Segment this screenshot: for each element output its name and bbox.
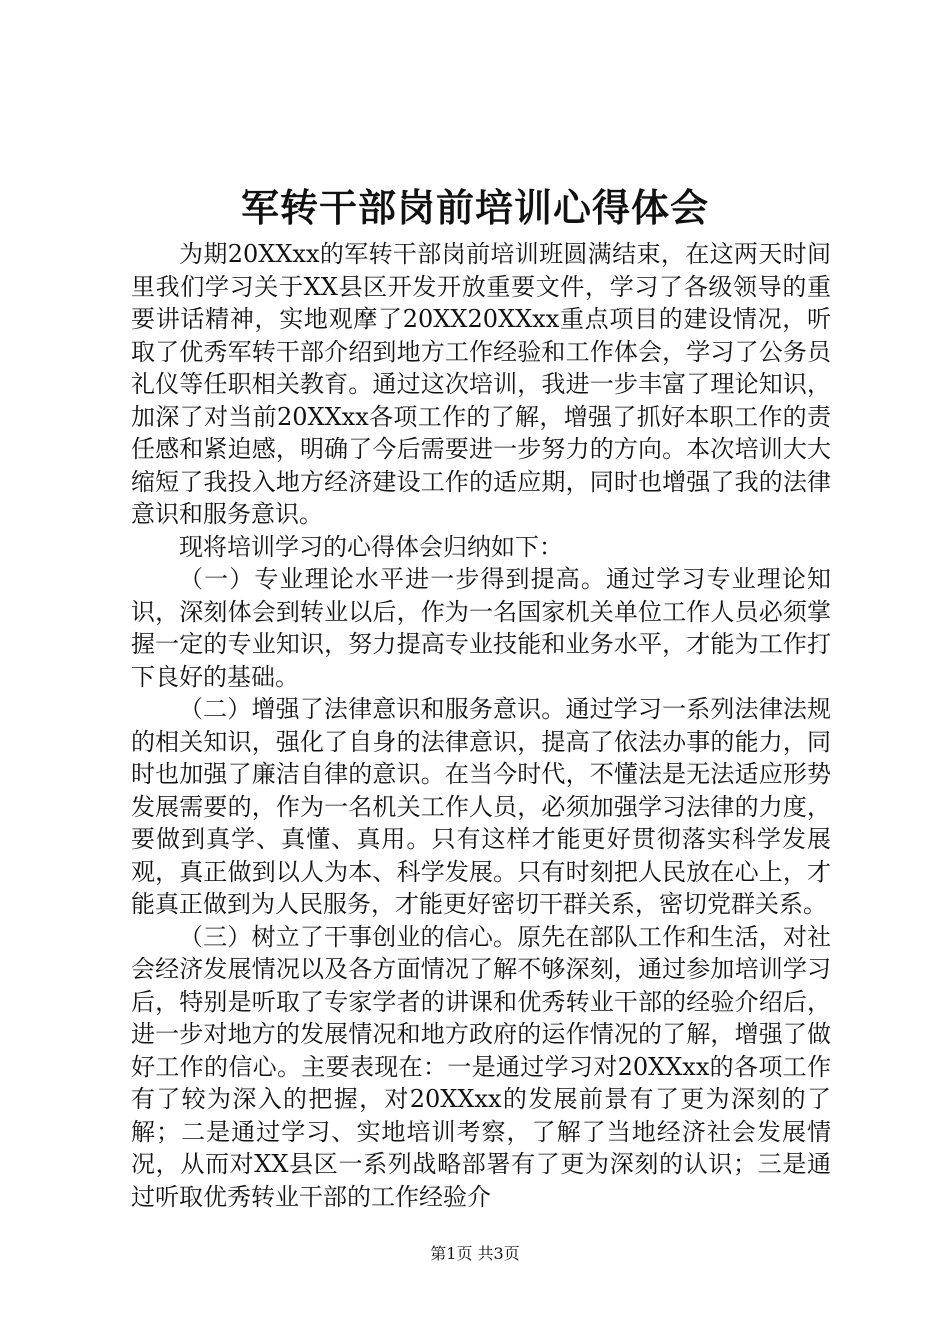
paragraph-point-3: （三）树立了干事创业的信心。原先在部队工作和生活，对社会经济发展情况以及各方面情况了解不够深刻，通过参加培训学习后，特别是听取了专家学者的讲课和优秀转业干部的经验介绍后，进一步对地方的发展情况和地方政府的运作情况的了解，增强了做好工作的信心。主要表现在：一是通过学习对20XXxx的各项工作有了较为深入的把握，对20XXxx的发展前景有了更为深刻的了解；二是通过学习、实地培训考察，了解了当地经济社会发展情况，从而对XX县区一系列战略部署有了更为深刻的认识；三是通过听取优秀转业干部的工作经验介	[131, 922, 831, 1211]
paragraph-point-2: （二）增强了法律意识和服务意识。通过学习一系列法律法规的相关知识，强化了自身的法律意识，提高了依法办事的能力，同时也加强了廉洁自律的意识。在当今时代，不懂法是无法适应形势发展需要的，作为一名机关工作人员，必须加强学习法律的力度，要做到真学、真懂、真用。只有这样才能更好贯彻落实科学发展观，真正做到以人为本、科学发展。只有时刻把人民放在心上，才能真正做到为人民服务，才能更好密切干群关系，密切党群关系。	[131, 695, 831, 918]
paragraph-point-1: （一）专业理论水平进一步得到提高。通过学习专业理论知识，深刻体会到转业以后，作为一名国家机关单位工作人员必须掌握一定的专业知识，努力提高专业技能和业务水平，才能为工作打下良好的基础。	[131, 565, 831, 691]
document-body	[131, 238, 831, 1213]
paragraph-summary-lead: 现将培训学习的心得体会归纳如下：	[179, 532, 563, 561]
paragraph-intro: 为期20XXxx的军转干部岗前培训班圆满结束，在这两天时间里我们学习关于XX县区开发开放重要文件，学习了各级领导的重要讲话精神，实地观摩了20XX20XXxx重点项目的建设情况，听取了优秀军转干部介绍到地方工作经验和工作体会，学习了公务员礼仪等任职相关教育。通过这次培训，我进一步丰富了理论知识，加深了对当前20XXxx各项工作的了解，增强了抓好本职工作的责任感和紧迫感，明确了今后需要进一步努力的方向。本次培训大大缩短了我投入地方经济建设工作的适应期，同时也增强了我的法律意识和服务意识。	[131, 240, 831, 528]
page-number-footer: 第1页 共3页	[430, 1244, 520, 1263]
document-title: 军转干部岗前培训心得体会	[240, 185, 709, 230]
